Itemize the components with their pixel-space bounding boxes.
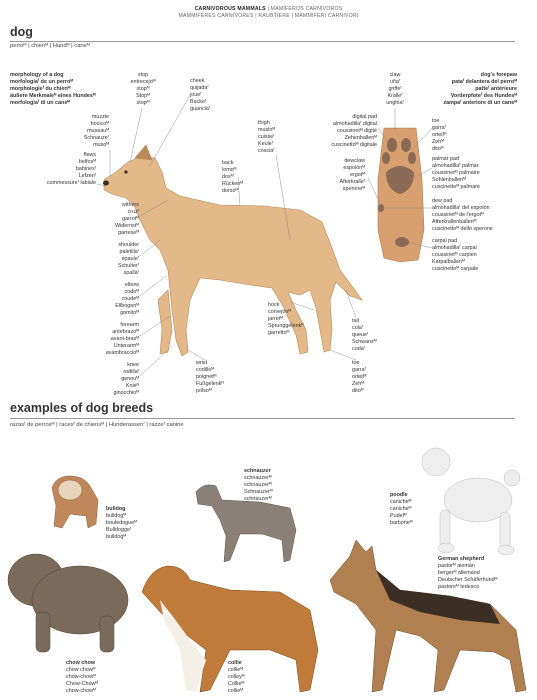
label-dewclaw: dewclaw espolónᴹ ergotᴹ Afterkralleᶠ speroneᴹ: [339, 158, 365, 192]
breed-label-schnauzer: schnauzer schnauzerᴹ schnauzerᴹ Schnauzerᴹ schnauzerᴹ: [244, 468, 273, 502]
label-shoulder: shoulder paletillaᶠ épauleᶠ Schulterᶠ spallaᶠ: [117, 242, 139, 276]
label-stop: stop entrecejoᴹ stopᴹ Stopᴹ stopᴹ: [130, 72, 156, 106]
label-elbow: elbow codoᴹ coudeᴹ Ellbogenᴹ gomitoᴹ: [115, 282, 139, 316]
section-translations-dog: perroᴹ | chienᴹ | Hundᴹ | caneᴹ: [10, 43, 90, 49]
label-wrist: wrist codilloᴹ poignetᴹ Fußgelenkᴺ polsoᴹ: [196, 360, 224, 394]
section-rule-2: [10, 418, 515, 419]
header-category-others: MAMMIFÈRES CARNIVORES | RAUBTIERE | MAMMIFERI CARNIVORI: [178, 13, 359, 19]
label-flews: flews belfosᴹ babinesᶠ Lefzenᶠ commessureᶠ labiale: [46, 152, 96, 186]
label-withers: withers cruzᶠ garrotᴹ Widerristᴹ garreseᴹ: [114, 202, 139, 236]
forepaw-heading: dog's forepaw pataᶠ delantera del perroᴹ patteᶠ antérieure Vorderpfoteᶠ des Hundesᴹ zampaᶠ anteriore di un caneᴹ: [443, 72, 517, 106]
breed-label-poodle: poodle canicheᴹ canicheᴹ Pudelᴹ barboneᴹ: [390, 492, 413, 526]
label-muzzle: muzzle hocicoᴹ museauᴹ Schnauzeᶠ musoᴹ: [83, 114, 109, 148]
label-tail: tail colaᶠ queueᶠ Schwanzᴹ codaᶠ: [352, 318, 377, 352]
breed-label-bulldog: bulldog bulldogᴹ bouledogueᴹ Bulldoggeᶠ bulldogᴹ: [106, 506, 137, 540]
label-thigh: thigh musloᴹ cuisseᶠ Keuleᶠ cosciaᶠ: [258, 120, 276, 154]
header-category-es: MAMÍFEROS CARNÍVOROS: [270, 6, 343, 12]
label-claw: claw uñaᶠ griffeᶠ Kralleᶠ unghiaᶠ: [386, 72, 404, 106]
breed-label-collie: collie collieᴹ colleyᴹ Collieᴹ collieᴹ: [228, 660, 245, 694]
header-category-en: CARNIVOROUS MAMMALS: [194, 6, 266, 12]
label-hock: hock corvejónᴹ jarretᴹ Sprunggelenkᴺ garrettoᴹ: [268, 302, 304, 336]
label-back: back lomoᴹ dosᴹ Rückenᴹ dorsoᴹ: [222, 160, 244, 194]
section-title-breeds: examples of dog breeds: [10, 401, 154, 415]
label-knee: knee rodillaᶠ genouᴹ Knieᴺ ginocchioᴹ: [113, 362, 139, 396]
label-palmar-pad: palmar pad almohadillaᶠ palmar coussinetᴹ palmaire Sohlenballenᴹ cuscinettoᴹ palmare: [432, 156, 480, 190]
label-cheek: cheek quijadaᶠ joueᶠ Backeᶠ guanciaᶠ: [190, 78, 211, 112]
section-title-dog: dog: [10, 25, 33, 39]
label-digital-pad: digital pad almohadillaᶠ digital coussinetᴹ digité Zehenballenᴹ cuscinettoᴹ digitale: [331, 114, 377, 148]
breed-label-chow-chow: chow chow chow chowᴹ chow-chowᴹ Chow-Chowᴹ chow-chowᴹ: [66, 660, 99, 694]
label-dew-pad: dew pad almohadillaᶠ del espolón coussinetᴹ de l'ergotᴹ Afterkrallenballenᴹ cuscinettoᴹ dello sperone: [432, 198, 493, 232]
label-toe-dog: toe garraᶠ orteilᴹ Zehᴹ ditoᴹ: [352, 360, 367, 394]
morphology-heading: morphology of a dog morfologíaᶠ de un perroᴹ morphologieᶠ du chienᴹ äußere Merkmaleᴺ eines Hundesᴹ morfologiaᶠ di un caneᴹ: [10, 72, 96, 106]
label-forearm: forearm antebrazoᴹ avant-brasᴹ Unterarmᴹ avambraccioᴹ: [105, 322, 139, 356]
section-translations-breeds: razasᶠ de perrosᴹ | racesᶠ de chiensᴹ | Hunderassenᶠ | razzeᶠ canine: [10, 422, 184, 428]
running-header: CARNIVOROUS MAMMALS | MAMÍFEROS CARNÍVOROS MAMMIFÈRES CARNIVORES | RAUBTIERE | MAMMIFERI CARNIVORI: [0, 6, 537, 20]
breed-label-german-shepherd: German shepherd pastorᴹ alemán bergerᴹ allemand Deutscher Schäferhundᴹ pastoreᴹ tedesco: [438, 556, 498, 590]
label-carpal-pad: carpal pad almohadillaᶠ carpal coussinetᴹ carpien Karpalballenᴹ cuscinettoᴹ carpale: [432, 238, 479, 272]
label-toe-paw: toe garraᶠ orteilᴹ Zehᴹ ditoᴹ: [432, 118, 447, 152]
